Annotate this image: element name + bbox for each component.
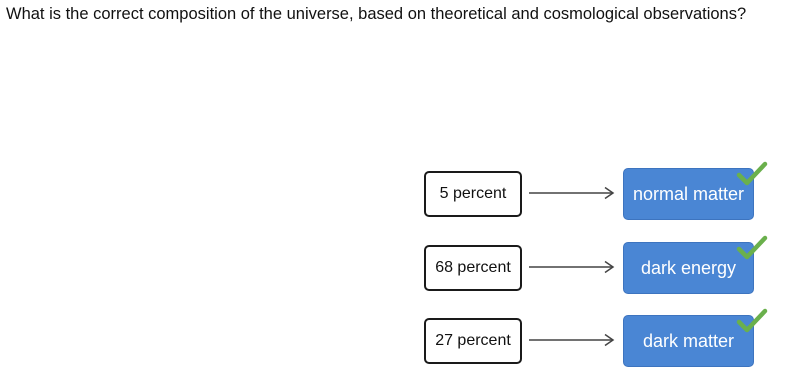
source-item-2[interactable]: 68 percent: [424, 245, 522, 291]
checkmark-icon: [735, 234, 769, 262]
target-item-1[interactable]: normal matter: [623, 168, 754, 220]
question-text: What is the correct composition of the universe, based on theoretical and cosmological observations?: [6, 5, 747, 23]
source-item-3[interactable]: 27 percent: [424, 318, 522, 364]
checkmark-icon: [735, 160, 769, 188]
arrow-icon: [529, 260, 615, 274]
target-item-2[interactable]: dark energy: [623, 242, 754, 294]
arrow-icon: [529, 333, 615, 347]
source-item-1[interactable]: 5 percent: [424, 171, 522, 217]
checkmark-icon: [735, 307, 769, 335]
arrow-icon: [529, 186, 615, 200]
target-item-3[interactable]: dark matter: [623, 315, 754, 367]
